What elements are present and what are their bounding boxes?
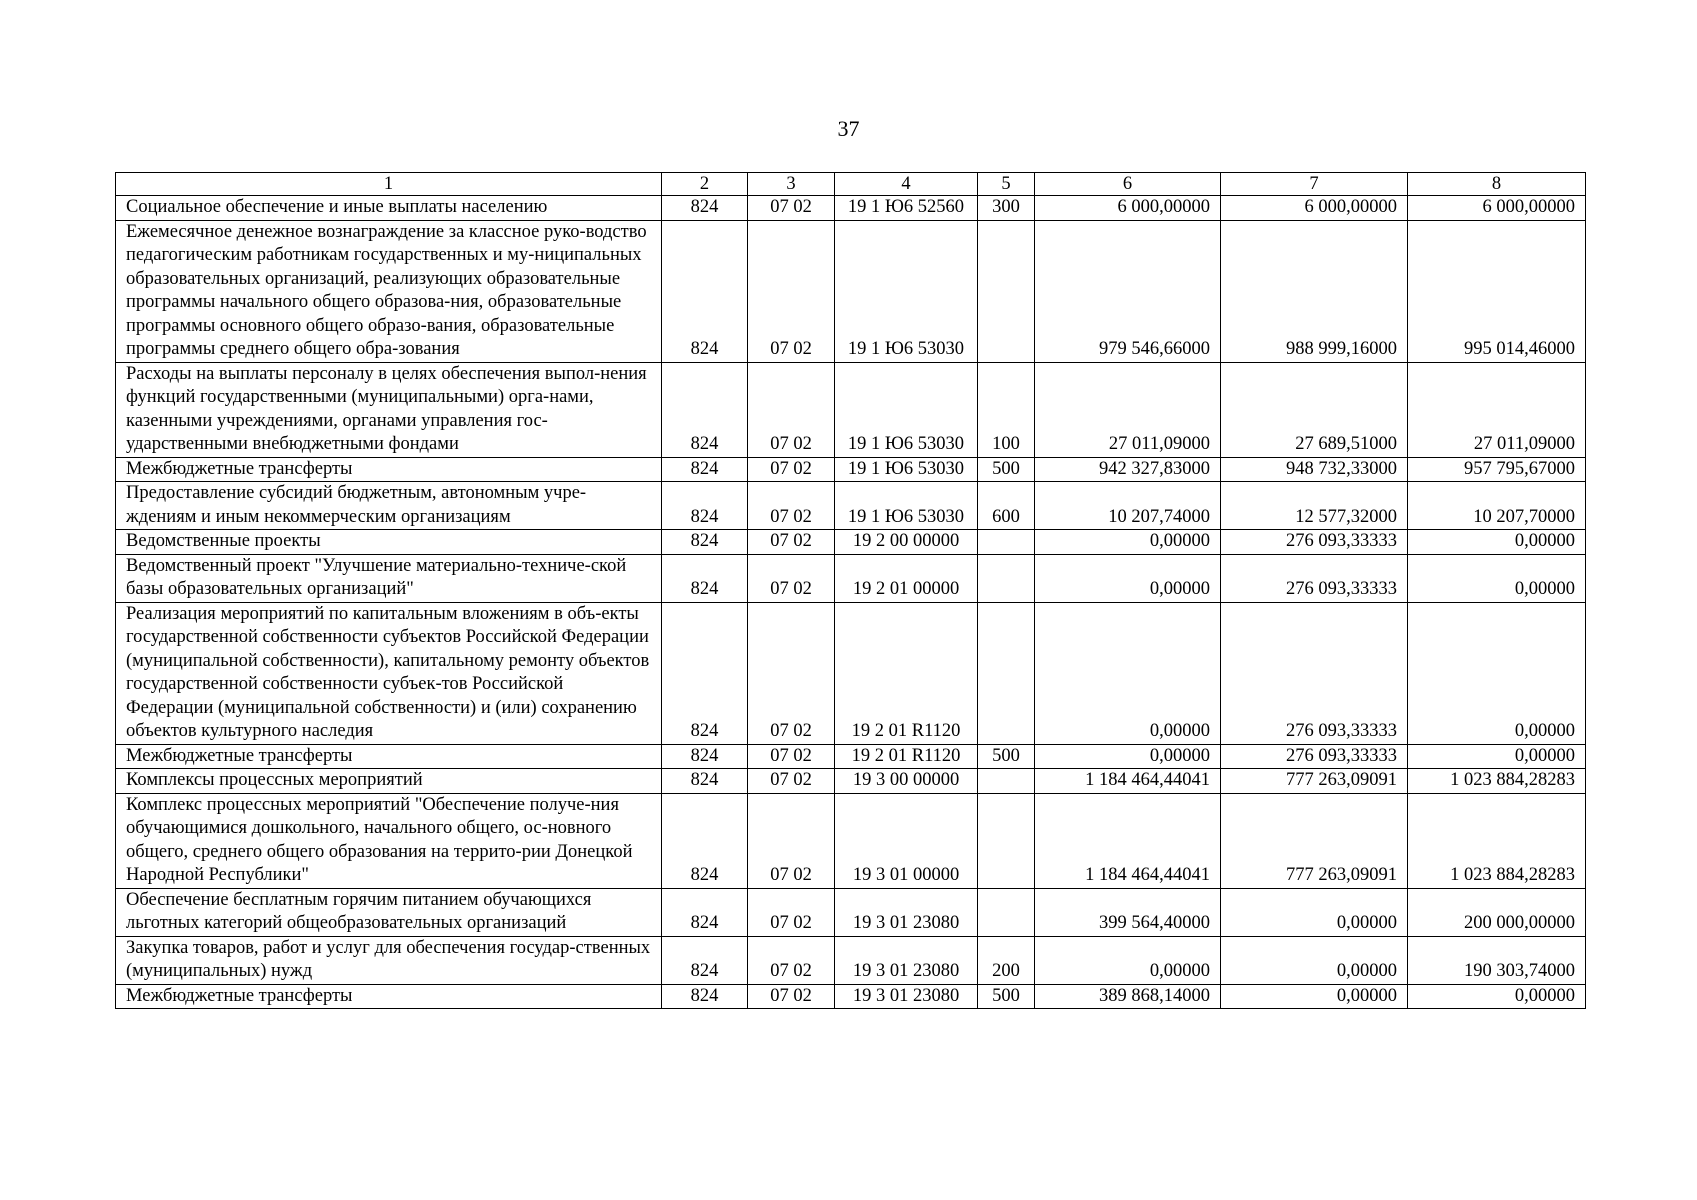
target-article-cell: 19 1 Ю6 53030 [835, 362, 978, 457]
table-row [116, 554, 1586, 602]
amount-col6-cell: 0,00000 [1035, 554, 1221, 602]
col-header-3: 3 [748, 173, 835, 196]
amount-col7-cell: 6 000,00000 [1221, 196, 1408, 221]
page-number: 37 [837, 116, 860, 141]
section-code-cell: 07 02 [748, 196, 835, 221]
admin-code-cell: 824 [662, 888, 748, 936]
table-row [116, 196, 1586, 221]
amount-col7-cell: 12 577,32000 [1221, 482, 1408, 530]
amount-col6-cell: 0,00000 [1035, 744, 1221, 769]
admin-code-cell: 824 [662, 744, 748, 769]
amount-col6-cell: 389 868,14000 [1035, 984, 1221, 1009]
section-code-cell: 07 02 [748, 769, 835, 794]
item-name-cell: Ведомственные проекты [116, 530, 662, 555]
amount-col6-cell: 1 184 464,44041 [1035, 769, 1221, 794]
admin-code-cell: 824 [662, 984, 748, 1009]
admin-code-cell: 824 [662, 602, 748, 744]
admin-code-cell: 824 [662, 457, 748, 482]
target-article-cell: 19 2 01 R1120 [835, 744, 978, 769]
amount-col7-cell: 0,00000 [1221, 984, 1408, 1009]
expense-type-cell: 600 [978, 482, 1035, 530]
amount-col7-cell: 948 732,33000 [1221, 457, 1408, 482]
amount-col7-cell: 276 093,33333 [1221, 530, 1408, 555]
amount-col8-cell: 995 014,46000 [1408, 220, 1586, 362]
section-code-cell: 07 02 [748, 984, 835, 1009]
item-name-cell: Закупка товаров, работ и услуг для обеспечения государ-ственных (муниципальных) нужд [116, 936, 662, 984]
target-article-cell: 19 2 00 00000 [835, 530, 978, 555]
expense-type-cell [978, 602, 1035, 744]
table-row [116, 482, 1586, 530]
col-header-8: 8 [1408, 173, 1586, 196]
target-article-cell: 19 1 Ю6 53030 [835, 457, 978, 482]
col-header-2: 2 [662, 173, 748, 196]
amount-col8-cell: 10 207,70000 [1408, 482, 1586, 530]
amount-col6-cell: 27 011,09000 [1035, 362, 1221, 457]
table-row [116, 936, 1586, 984]
amount-col8-cell: 0,00000 [1408, 744, 1586, 769]
target-article-cell: 19 3 00 00000 [835, 769, 978, 794]
section-code-cell: 07 02 [748, 793, 835, 888]
amount-col7-cell: 0,00000 [1221, 936, 1408, 984]
amount-col7-cell: 0,00000 [1221, 888, 1408, 936]
admin-code-cell: 824 [662, 769, 748, 794]
amount-col7-cell: 276 093,33333 [1221, 554, 1408, 602]
target-article-cell: 19 2 01 R1120 [835, 602, 978, 744]
section-code-cell: 07 02 [748, 554, 835, 602]
section-code-cell: 07 02 [748, 482, 835, 530]
amount-col7-cell: 276 093,33333 [1221, 744, 1408, 769]
item-name-cell: Обеспечение бесплатным горячим питанием обучающихся льготных категорий общеобразовательных организаций [116, 888, 662, 936]
table-row [116, 220, 1586, 362]
amount-col7-cell: 276 093,33333 [1221, 602, 1408, 744]
section-code-cell: 07 02 [748, 457, 835, 482]
section-code-cell: 07 02 [748, 744, 835, 769]
target-article-cell: 19 1 Ю6 53030 [835, 220, 978, 362]
col-header-5: 5 [978, 173, 1035, 196]
admin-code-cell: 824 [662, 530, 748, 555]
expense-type-cell [978, 554, 1035, 602]
item-name-cell: Комплекс процессных мероприятий "Обеспечение получе-ния обучающимися дошкольного, начального общего, ос-новного общего, среднего общего образования на террито-рии Донецкой Народной Республики" [116, 793, 662, 888]
target-article-cell: 19 1 Ю6 52560 [835, 196, 978, 221]
col-header-1: 1 [116, 173, 662, 196]
header-row [116, 173, 1586, 196]
amount-col6-cell: 0,00000 [1035, 530, 1221, 555]
target-article-cell: 19 3 01 00000 [835, 793, 978, 888]
item-name-cell: Расходы на выплаты персоналу в целях обеспечения выпол-нения функций государственными (муниципальными) орга-нами, казенными учреждениями, органами управления гос-ударственными внебюджетными фондами [116, 362, 662, 457]
table-row [116, 530, 1586, 555]
section-code-cell: 07 02 [748, 220, 835, 362]
admin-code-cell: 824 [662, 554, 748, 602]
expense-type-cell: 500 [978, 744, 1035, 769]
admin-code-cell: 824 [662, 220, 748, 362]
target-article-cell: 19 3 01 23080 [835, 888, 978, 936]
item-name-cell: Комплексы процессных мероприятий [116, 769, 662, 794]
amount-col7-cell: 988 999,16000 [1221, 220, 1408, 362]
target-article-cell: 19 1 Ю6 53030 [835, 482, 978, 530]
target-article-cell: 19 3 01 23080 [835, 984, 978, 1009]
amount-col6-cell: 0,00000 [1035, 936, 1221, 984]
expense-type-cell: 500 [978, 984, 1035, 1009]
expense-type-cell: 300 [978, 196, 1035, 221]
amount-col7-cell: 777 263,09091 [1221, 769, 1408, 794]
amount-col8-cell: 0,00000 [1408, 602, 1586, 744]
item-name-cell: Межбюджетные трансферты [116, 457, 662, 482]
table-row [116, 457, 1586, 482]
amount-col8-cell: 0,00000 [1408, 530, 1586, 555]
col-header-6: 6 [1035, 173, 1221, 196]
item-name-cell: Ежемесячное денежное вознаграждение за классное руко-водство педагогическим работникам государственных и му-ниципальных образовательных организаций, реализующих образовательные программы начального общего образова-ния, образовательные программы основного общего образо-вания, образовательные программы среднего общего обра-зования [116, 220, 662, 362]
amount-col6-cell: 942 327,83000 [1035, 457, 1221, 482]
expense-type-cell: 500 [978, 457, 1035, 482]
table-row [116, 362, 1586, 457]
amount-col6-cell: 6 000,00000 [1035, 196, 1221, 221]
expense-type-cell [978, 530, 1035, 555]
amount-col8-cell: 190 303,74000 [1408, 936, 1586, 984]
amount-col6-cell: 0,00000 [1035, 602, 1221, 744]
amount-col8-cell: 0,00000 [1408, 554, 1586, 602]
section-code-cell: 07 02 [748, 936, 835, 984]
section-code-cell: 07 02 [748, 530, 835, 555]
amount-col8-cell: 6 000,00000 [1408, 196, 1586, 221]
table-row [116, 793, 1586, 888]
budget-table [115, 172, 1586, 1009]
expense-type-cell [978, 888, 1035, 936]
amount-col7-cell: 27 689,51000 [1221, 362, 1408, 457]
admin-code-cell: 824 [662, 482, 748, 530]
amount-col8-cell: 0,00000 [1408, 984, 1586, 1009]
col-header-4: 4 [835, 173, 978, 196]
table-row [116, 744, 1586, 769]
item-name-cell: Социальное обеспечение и иные выплаты населению [116, 196, 662, 221]
expense-type-cell [978, 769, 1035, 794]
item-name-cell: Ведомственный проект "Улучшение материально-техниче-ской базы образовательных организаций" [116, 554, 662, 602]
table-row [116, 602, 1586, 744]
target-article-cell: 19 2 01 00000 [835, 554, 978, 602]
amount-col6-cell: 10 207,74000 [1035, 482, 1221, 530]
section-code-cell: 07 02 [748, 888, 835, 936]
admin-code-cell: 824 [662, 362, 748, 457]
expense-type-cell: 100 [978, 362, 1035, 457]
admin-code-cell: 824 [662, 936, 748, 984]
item-name-cell: Реализация мероприятий по капитальным вложениям в объ-екты государственной собственности субъектов Российской Федерации (муниципальной собственности), капитальному ремонту объектов государственной собственности субъек-тов Российской Федерации (муниципальной собственности) и (или) сохранению объектов культурного наследия [116, 602, 662, 744]
amount-col6-cell: 1 184 464,44041 [1035, 793, 1221, 888]
amount-col8-cell: 200 000,00000 [1408, 888, 1586, 936]
amount-col6-cell: 399 564,40000 [1035, 888, 1221, 936]
admin-code-cell: 824 [662, 196, 748, 221]
expense-type-cell [978, 793, 1035, 888]
expense-type-cell [978, 220, 1035, 362]
amount-col8-cell: 1 023 884,28283 [1408, 793, 1586, 888]
amount-col8-cell: 1 023 884,28283 [1408, 769, 1586, 794]
section-code-cell: 07 02 [748, 602, 835, 744]
section-code-cell: 07 02 [748, 362, 835, 457]
item-name-cell: Межбюджетные трансферты [116, 984, 662, 1009]
amount-col8-cell: 27 011,09000 [1408, 362, 1586, 457]
target-article-cell: 19 3 01 23080 [835, 936, 978, 984]
amount-col7-cell: 777 263,09091 [1221, 793, 1408, 888]
table-row [116, 888, 1586, 936]
amount-col8-cell: 957 795,67000 [1408, 457, 1586, 482]
table-row [116, 769, 1586, 794]
table-row [116, 984, 1586, 1009]
expense-type-cell: 200 [978, 936, 1035, 984]
amount-col6-cell: 979 546,66000 [1035, 220, 1221, 362]
item-name-cell: Предоставление субсидий бюджетным, автономным учре-ждениям и иным некоммерческим организациям [116, 482, 662, 530]
col-header-7: 7 [1221, 173, 1408, 196]
admin-code-cell: 824 [662, 793, 748, 888]
item-name-cell: Межбюджетные трансферты [116, 744, 662, 769]
